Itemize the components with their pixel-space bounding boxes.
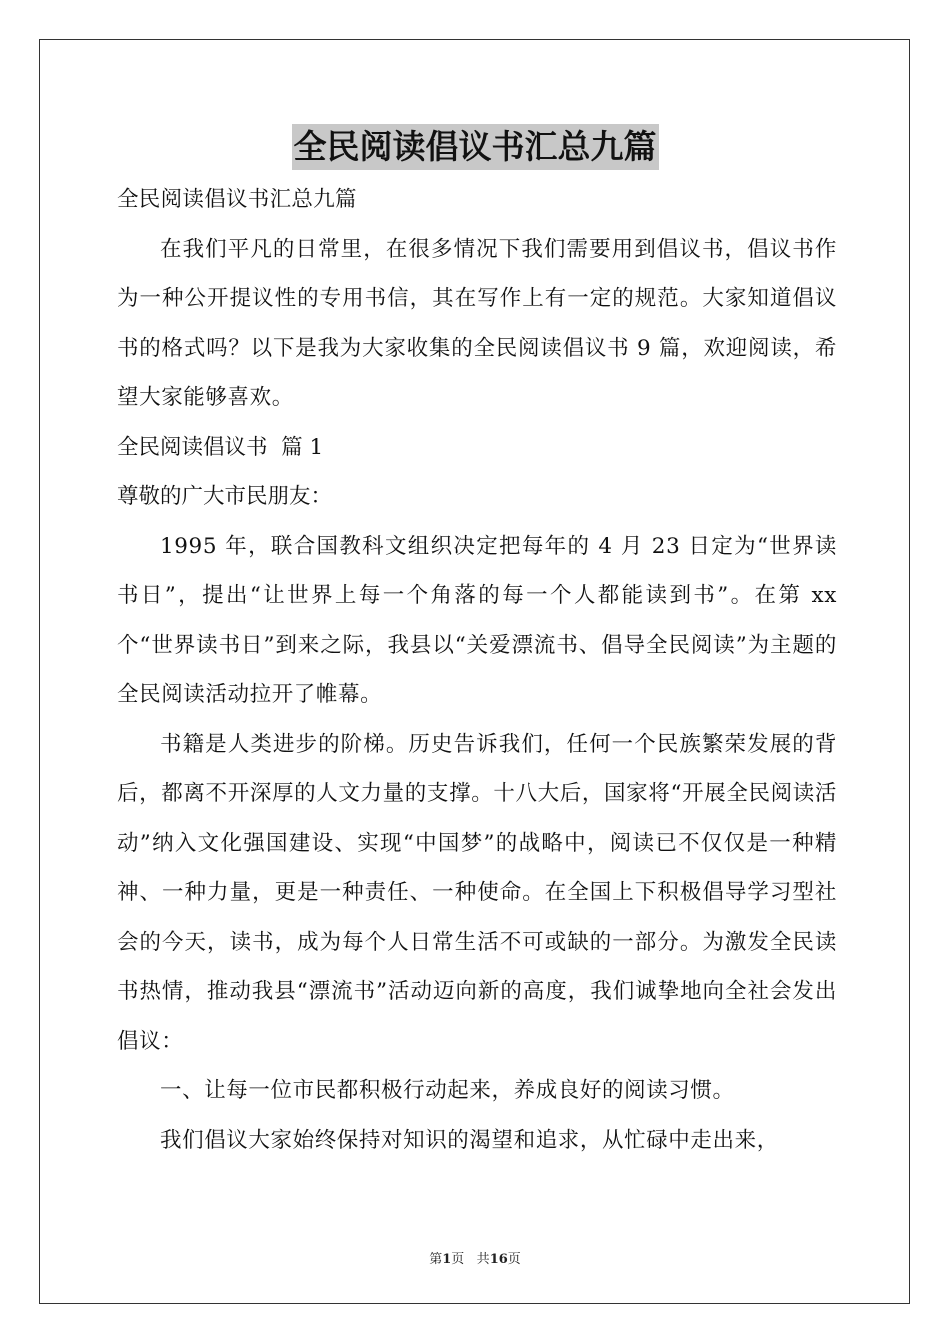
body-paragraph-2: 书籍是人类进步的阶梯。历史告诉我们，任何一个民族繁荣发展的背后，都离不开深厚的人文力量的支撑。十八大后，国家将“开展全民阅读活动”纳入文化强国建设、实现“中国梦”的战略中，阅读已不仅仅是一种精神、一种力量，更是一种责任、一种使命。在全国上下积极倡导学习型社会的今天，读书，成为每个人日常生活不可或缺的一部分。为激发全民读书热情，推动我县“漂流书”活动迈向新的高度，我们诚挚地向全社会发出倡议： [117,731,837,1054]
page-prefix: 第 [429,1252,443,1267]
body-paragraph-1: 1995 年，联合国教科文组织决定把每年的 4 月 23 日定为“世界读书日”，提出“让世界上每一个角落的每一个人都能读到书”。在第 xx 个“世界读书日”到来之际，我县以“关爱漂流书、倡导全民阅读”为主题的全民阅读活动拉开了帷幕。 [117,533,837,707]
body-paragraph-4: 我们倡议大家始终保持对知识的渴望和追求，从忙碌中走出来， [160,1127,779,1153]
page-number: 1 [442,1252,452,1267]
document-subtitle: 全民阅读倡议书汇总九篇 [117,187,357,212]
page-footer [0,1248,950,1267]
body-paragraph-3: 一、让每一位市民都积极行动起来，养成良好的阅读习惯。 [160,1078,735,1103]
total-suffix: 页 [507,1252,521,1267]
total-prefix: 共 [476,1252,490,1267]
page-suffix: 页 [451,1252,465,1267]
title-area [0,124,950,170]
document-body [117,175,837,1165]
document-title: 全民阅读倡议书汇总九篇 [292,124,659,170]
salutation: 尊敬的广大市民朋友： [117,484,333,509]
intro-paragraph: 在我们平凡的日常里，在很多情况下我们需要用到倡议书，倡议书作为一种公开提议性的专用书信，其在写作上有一定的规范。大家知道倡议书的格式吗？以下是我为大家收集的全民阅读倡议书 9 篇，欢迎阅读，希望大家能够喜欢。 [117,236,837,410]
total-pages: 16 [489,1252,508,1267]
section-heading: 全民阅读倡议书 篇 1 [117,434,324,460]
